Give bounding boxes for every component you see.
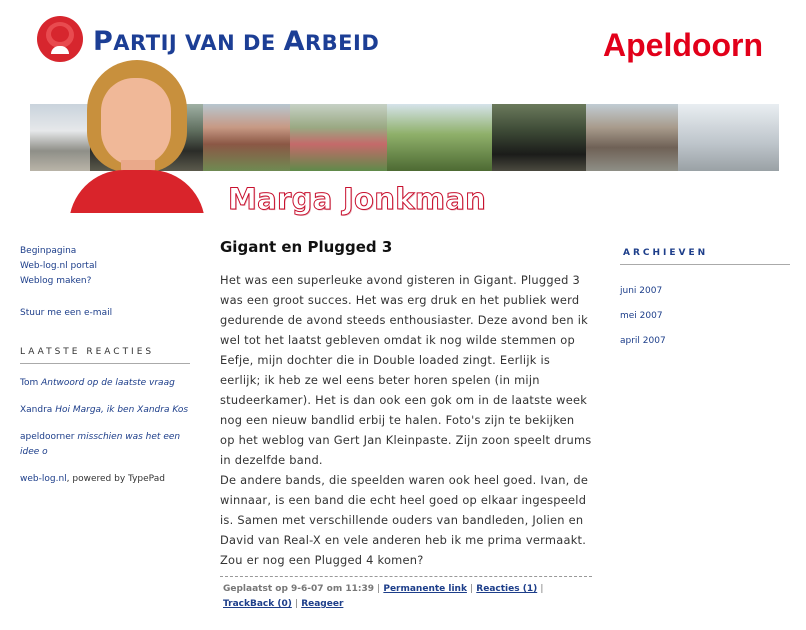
post-paragraph: Het was een superleuke avond gisteren in Gigant. Plugged 3 was een groot succes. Het was erg druk en het publiek werd gedurende de avond steeds enthousiaster. Deze avond ben ik wel tot het laatst gebleven omdat ik nog wilde stemmen op Eefje, mijn dochter die in Double loaded zingt. Eerlijk is eerlijk; ik heb ze wel eens beter horen spelen (in mijn studeerkamer). Het is dan ook een gok om in de laatste week nog een nieuw bandlid erbij te halen. Foto's zijn te bekijken op het weblog van Gert Jan Kleinpaste. Zijn zoon speelt drums in dezelfde band. xyxy=(220,273,592,467)
banner-photo-sky xyxy=(678,104,779,171)
archive-link-june-2007[interactable]: juni 2007 xyxy=(620,286,663,296)
comment-author[interactable]: Tom xyxy=(20,378,39,388)
banner-photo-street xyxy=(586,104,678,171)
archives-list xyxy=(620,279,790,354)
nav-link-portal[interactable]: Web-log.nl portal xyxy=(20,261,97,271)
recent-comment[interactable] xyxy=(20,376,192,391)
powered-by-text: , powered by TypePad xyxy=(66,474,165,484)
comment-author[interactable]: apeldoorner xyxy=(20,432,75,442)
comment-snippet[interactable]: Hoi Marga, ik ben Xandra Kos xyxy=(55,405,189,415)
rose-logo-icon xyxy=(37,16,83,62)
banner-photo-garden xyxy=(290,104,387,171)
comment-author[interactable]: Xandra xyxy=(20,405,53,415)
permalink-link[interactable]: Permanente link xyxy=(383,584,467,594)
recent-comment[interactable] xyxy=(20,403,192,418)
recent-comment[interactable] xyxy=(20,430,192,460)
comment-snippet[interactable]: Antwoord op de laatste vraag xyxy=(41,378,175,388)
post-footer: Geplaatst op 9-6-07 om 11:39 | Permanente link | Reacties (1) | TrackBack (0) | Reageer xyxy=(220,576,592,612)
banner-photo-palace xyxy=(203,104,290,171)
archive-link-april-2007[interactable]: april 2007 xyxy=(620,336,666,346)
email-link[interactable]: Stuur me een e-mail xyxy=(20,308,113,318)
nav-link-weblog-maken[interactable]: Weblog maken? xyxy=(20,276,92,286)
post-date: Geplaatst op 9-6-07 om 11:39 xyxy=(223,584,375,594)
post-body xyxy=(220,270,592,570)
powered-by xyxy=(20,472,192,487)
blogger-name: Marga Jonkman xyxy=(228,182,487,216)
banner-photo-gorilla xyxy=(492,104,586,171)
archive-link-may-2007[interactable]: mei 2007 xyxy=(620,311,663,321)
post-title: Gigant en Plugged 3 xyxy=(220,238,393,256)
right-sidebar xyxy=(620,248,790,354)
blogger-portrait xyxy=(69,60,205,213)
post-paragraph: De andere bands, die speelden waren ook heel goed. Ivan, de winnaar, is een band die echt heel goed op elkaar ingespeeld is. Samen met verschillende ouders van bandleden, Jolien en David van Real-X en vele anderen heb ik me prima vermaakt. Zou er nog een Plugged 4 komen? xyxy=(220,473,589,567)
comments-link[interactable]: Reacties (1) xyxy=(476,584,538,594)
archives-heading: ARCHIEVEN xyxy=(620,248,790,265)
left-sidebar xyxy=(20,244,192,487)
nav-link-beginpagina[interactable]: Beginpagina xyxy=(20,246,77,256)
recent-comments-list xyxy=(20,376,192,460)
trackback-link[interactable]: TrackBack (0) xyxy=(223,599,292,609)
post xyxy=(220,238,592,612)
reply-link[interactable]: Reageer xyxy=(301,599,344,609)
party-logo-text: PARTIJ VAN DE ARBEID xyxy=(93,26,380,57)
city-title: Apeldoorn xyxy=(603,27,763,63)
banner-photo-bandstand xyxy=(387,104,492,171)
recent-comments-heading: LAATSTE REACTIES xyxy=(20,347,190,364)
comment-snippet[interactable]: misschien was het een idee o xyxy=(20,432,181,457)
weblog-nl-link[interactable]: web-log.nl xyxy=(20,474,67,484)
